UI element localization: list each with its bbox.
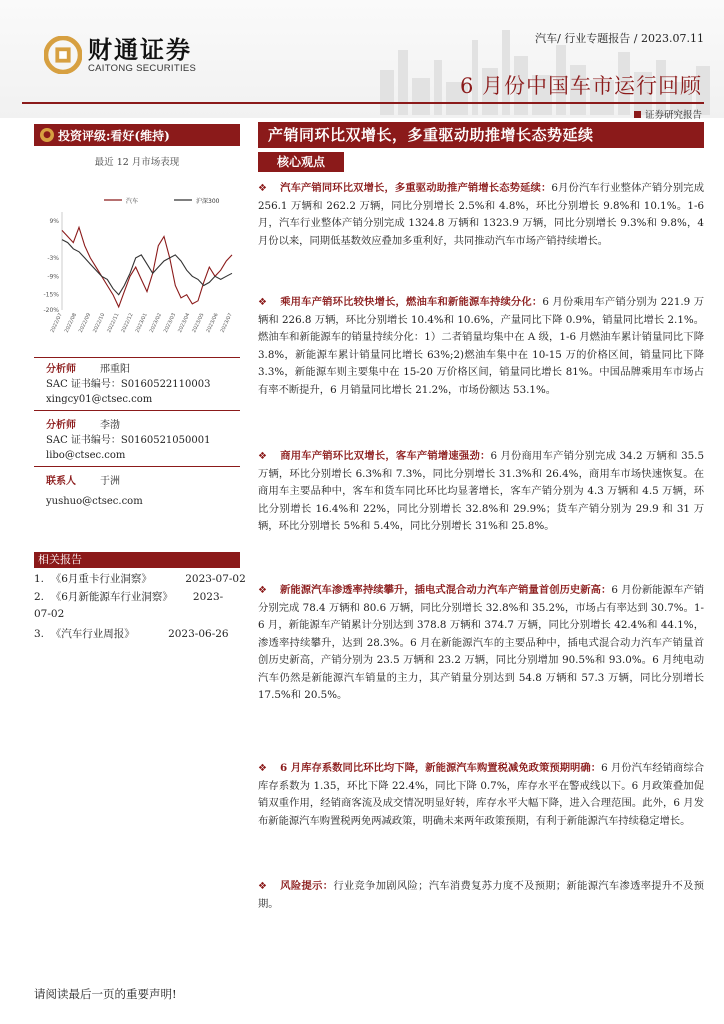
related-report-item-date: 07-02: [34, 608, 65, 620]
related-report-item[interactable]: 1. 《6月重卡行业洞察》 2023-07-02: [34, 573, 246, 585]
diamond-bullet-icon: ❖: [258, 183, 267, 194]
paragraph-body: 6月份汽车行业整体产销分别完成 256.1 万辆和 262.2 万辆，同比分别增长 2.5%和 4.8%，环比分别增长 9.8%和 10.1%。1-6 月，汽车行业整体产销分别完成 1324.8 万辆和 1323.9 万辆，同比分别增长 9.3%和 9.8%，4 月份以来，同期低基数效应叠加多重利好，共同推动汽车市场产销持续增长。: [258, 182, 704, 247]
analyst-1: [46, 362, 210, 407]
medal-icon: ●: [40, 128, 54, 142]
x-tick-label: 2022/09: [77, 312, 93, 334]
diamond-bullet-icon: ❖: [258, 451, 267, 462]
core-views-tag: 核心观点: [258, 152, 344, 172]
y-tick-label: -20%: [43, 307, 59, 314]
header-divider: [22, 102, 704, 104]
contact-email[interactable]: yushuo@ctsec.com: [46, 496, 143, 507]
chart-title: 最近 12 月市场表现: [94, 157, 180, 168]
logo-chinese-name: 财通证券: [88, 35, 192, 64]
paragraph-body: 6 月份新能源车产销分别完成 78.4 万辆和 80.6 万辆，同比分别增长 32.8%和 35.2%，市场占有率达到 30.7%。1-6 月，新能源车产销累计分别达到 378.8 万辆和 374.7 万辆，同比分别增长 42.4%和 44.1%，渗透率持续攀升，达到 28.3%。6 月在新能源汽车的主要品种中，插电式混合动力汽车产销量首创历史新高，产销分别为 23.5 万辆和 23.2 万辆，同比分别增加 90.5%和 93.0%。6 月纯电动汽车仍然是新能源汽车销量的主力，其产销量分别达到 54.8 万辆和 57.3 万辆，同比分别增长 17.5%和 20.5%。: [258, 584, 705, 701]
analyst-role: 分析师: [46, 420, 76, 431]
y-tick-label: -15%: [43, 291, 59, 299]
market-performance-chart: [34, 186, 240, 336]
diamond-bullet-icon: ❖: [258, 585, 267, 596]
contact-role: 联系人: [46, 476, 76, 487]
summary-paragraph: [258, 582, 704, 705]
logo-english-name: CAITONG SECURITIES: [88, 62, 197, 74]
related-report-item[interactable]: 2. 《6月新能源车行业洞察》 2023-: [34, 591, 224, 603]
analyst-name: 邢重阳: [100, 364, 130, 375]
series-line-auto: [62, 227, 232, 307]
report-title: 6 月份中国车市运行回顾: [459, 74, 702, 98]
paragraph-body: 6 月份乘用车产销分别为 221.9 万辆和 226.8 万辆，环比分别增长 10.4%和 10.6%，产量同比下降 0.9%，销量同比增长 2.1%。燃油车和新能源车的销量持续分化：1）二者销量均集中在 A 级，1-6 月燃油车累计销量同比下降 3.8%，新能源车累计销量同比增长 63%;2)燃油车集中在 10-15 万的价格区间，销量同比下降 3.3%，新能源车则主要集中在 15-20 万价格区间，销量同比增长 81%。中国品牌乘用车市场占有率不断提升，6 月销量同比增长 21.2%，市场份额达 53.1%。: [258, 296, 704, 396]
x-tick-label: 2023/07: [219, 312, 234, 334]
related-report-item[interactable]: 3. 《汽车行业周报》 2023-06-26: [34, 628, 229, 640]
paragraph-heading: 新能源汽车渗透率持续攀升，插电式混合动力汽车产销量首创历史新高：: [280, 584, 612, 596]
document-type: 汽车/ 行业专题报告 / 2023.07.11: [535, 32, 704, 45]
diamond-bullet-icon: ❖: [258, 763, 267, 774]
legend-label: 沪深300: [196, 198, 220, 205]
risk-heading: 风险提示：: [280, 880, 334, 892]
paragraph-heading: 乘用车产销环比较快增长，燃油车和新能源车持续分化：: [280, 296, 543, 308]
analyst-2: [46, 418, 210, 463]
analyst-email[interactable]: libo@ctsec.com: [46, 450, 126, 461]
analyst-divider: [34, 410, 240, 411]
report-category-label: 证券研究报告: [644, 110, 702, 121]
analyst-license: SAC 证书编号：S0160522110003: [46, 379, 211, 390]
risk-paragraph: [258, 878, 704, 913]
report-category-tag: [634, 107, 702, 121]
diamond-bullet-icon: ❖: [258, 881, 267, 892]
legend-label: 汽车: [126, 198, 139, 205]
investment-rating-bar: [34, 124, 240, 146]
analyst-license: SAC 证书编号：S0160521050001: [46, 435, 211, 446]
x-tick-label: 2022/07: [49, 312, 64, 334]
x-tick-label: 2022/12: [120, 312, 135, 334]
paragraph-heading: 商用车产销环比双增长，客车产销增速强劲：: [280, 450, 491, 462]
analyst-email[interactable]: xingcy01@ctsec.com: [46, 394, 153, 405]
summary-paragraph: [258, 294, 704, 399]
square-bullet-icon: [634, 111, 641, 118]
contact-person: [46, 474, 143, 509]
diamond-bullet-icon: ❖: [258, 297, 267, 308]
x-tick-label: 2023/01: [134, 312, 149, 334]
x-tick-label: 2023/05: [191, 312, 206, 334]
main-headline: 产销同环比双增长，多重驱动助推增长态势延续: [258, 122, 704, 148]
y-tick-label: -3%: [47, 254, 59, 262]
summary-paragraph: [258, 448, 704, 536]
analyst-name: 李渤: [100, 420, 120, 431]
risk-body: 行业竞争加剧风险；汽车消费复苏力度不及预期；新能源汽车渗透率提升不及预期。: [258, 880, 705, 910]
x-tick-label: 2023/03: [162, 312, 178, 334]
paragraph-body: 6 月份汽车经销商综合库存系数为 1.35，环比下降 22.4%，同比下降 0.7%，库存水平在警戒线以下。6 月政策叠加促销双重作用，经销商客流及成交情况明显好转，库存水平大幅下降，进入合理范围。此外，6 月发布新能源汽车购置税两免两减政策，明确未来两年政策预期，有利于新能源汽车持续稳定增长。: [258, 762, 705, 827]
paragraph-heading: 6 月库存系数同比环比均下降，新能源汽车购置税减免政策预期明确：: [280, 762, 602, 774]
disclaimer-note: 请阅读最后一页的重要声明!: [34, 987, 177, 1001]
x-tick-label: 2022/08: [63, 312, 78, 334]
x-tick-label: 2022/10: [92, 312, 107, 334]
contact-name: 于洲: [100, 476, 120, 487]
y-tick-label: -9%: [47, 273, 59, 281]
paragraph-body: 6 月份商用车产销分别完成 34.2 万辆和 35.5 万辆，环比分别增长 6.3%和 7.3%，同比分别增长 31.3%和 26.4%，商用车市场快速恢复。在商用车主要品种中，客车和货车同比环比均显著增长，客车产销分别为 4.3 万辆和 4.5 万辆，环比分别增长 16.4%和 22%，同比分别增长 32.8%和 29.9%；货车产销分别为 29.9 和 31 万辆，环比分别增长 5%和 5.4%，同比分别增长 31%和 25.8%。: [258, 450, 705, 532]
x-tick-label: 2023/04: [177, 312, 192, 334]
analyst-divider: [34, 357, 240, 358]
summary-paragraph: [258, 180, 704, 250]
summary-paragraph: [258, 760, 704, 830]
x-tick-label: 2022/11: [106, 312, 121, 334]
analyst-role: 分析师: [46, 364, 76, 375]
paragraph-heading: 汽车产销同环比双增长，多重驱动助推产销增长态势延续：: [280, 182, 552, 194]
investment-rating: 投资评级:看好(维持): [58, 128, 170, 143]
related-reports-header: 相关报告: [34, 552, 240, 568]
logo-coin-icon: [44, 36, 82, 74]
analyst-divider: [34, 466, 240, 467]
x-tick-label: 2023/06: [205, 312, 220, 334]
company-logo: [44, 36, 196, 74]
series-line-csi300: [62, 240, 232, 295]
x-tick-label: 2023/02: [148, 312, 163, 334]
y-tick-label: 9%: [49, 218, 59, 226]
